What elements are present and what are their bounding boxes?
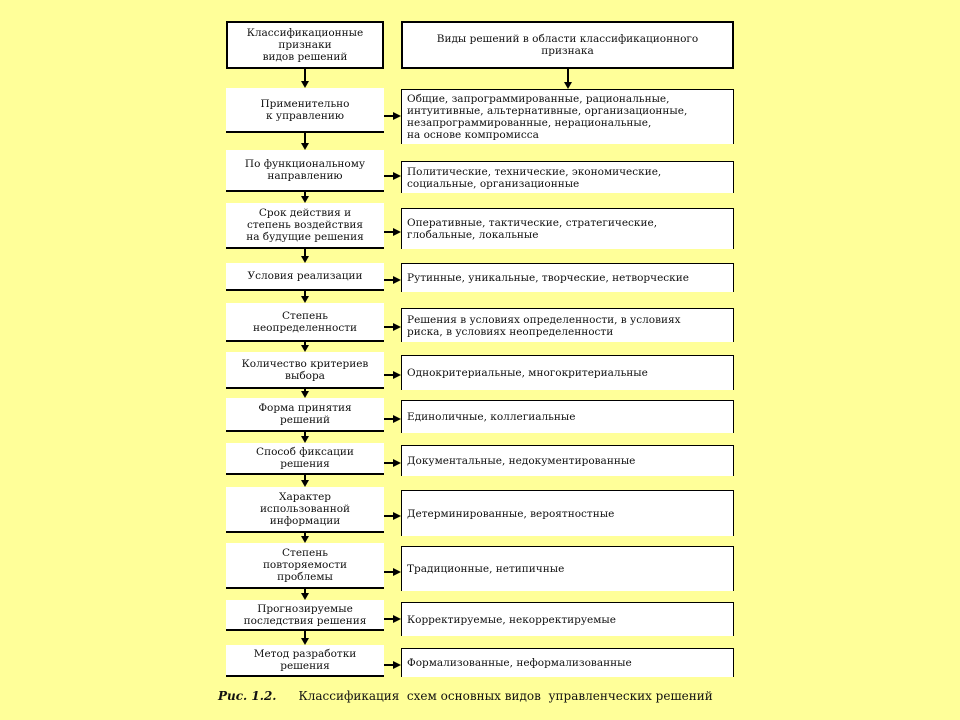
criterion-label: Способ фиксации решения	[256, 446, 354, 470]
types-label: Традиционные, нетипичные	[407, 563, 565, 575]
criterion-box-5	[226, 303, 384, 342]
types-label: Оперативные, тактические, стратегические, глобальные, локальные	[407, 217, 658, 241]
down-arrow-10-head	[301, 593, 309, 600]
criterion-label: Характер использованной информации	[259, 491, 351, 527]
header-criteria-label: Классификационные признаки видов решений	[246, 27, 364, 63]
criterion-box-4	[226, 263, 384, 291]
right-arrow-12-head	[393, 661, 401, 669]
types-label: Рутинные, уникальные, творческие, нетворческие	[407, 272, 689, 284]
criterion-box-10	[226, 543, 384, 589]
right-arrow-7-head	[393, 415, 401, 423]
types-label: Политические, технические, экономические, социальные, организационные	[407, 165, 662, 190]
down-arrow-11-head	[301, 638, 309, 645]
criterion-box-6	[226, 352, 384, 389]
down-arrow-right-header-head	[564, 82, 572, 89]
types-box-7	[401, 400, 734, 433]
criterion-label: По функциональному направлению	[244, 158, 366, 182]
down-arrow-7-head	[301, 436, 309, 443]
types-box-1	[401, 89, 734, 144]
right-arrow-1-head	[393, 112, 401, 120]
types-label: Документальные, недокументированные	[407, 455, 636, 467]
types-label: Корректируемые, некорректируемые	[407, 613, 616, 626]
figure-caption	[218, 689, 738, 703]
right-arrow-10-head	[393, 568, 401, 576]
types-box-2	[401, 161, 734, 193]
criterion-box-8	[226, 443, 384, 475]
criterion-box-3	[226, 203, 384, 249]
types-label: Формализованные, неформализованные	[407, 657, 632, 669]
down-arrow-3-head	[301, 256, 309, 263]
right-arrow-2-head	[393, 172, 401, 180]
down-arrow-1-head	[301, 143, 309, 150]
criterion-label: Прогнозируемые последствия решения	[243, 602, 367, 627]
types-box-10	[401, 546, 734, 591]
header-types-label: Виды решений в области классификационного признака	[436, 33, 699, 57]
header-types-box	[401, 21, 734, 69]
criterion-label: Срок действия и степень воздействия на будущие решения	[246, 207, 364, 243]
criterion-box-2	[226, 150, 384, 192]
down-arrow-0-head	[301, 81, 309, 88]
criterion-box-11	[226, 600, 384, 631]
down-arrow-2-head	[301, 196, 309, 203]
right-arrow-9-head	[393, 512, 401, 520]
criterion-box-12	[226, 645, 384, 677]
header-criteria-box	[226, 21, 384, 69]
right-arrow-8-head	[393, 459, 401, 467]
types-box-11	[401, 602, 734, 636]
criterion-label: Количество критериев выбора	[241, 357, 369, 382]
down-arrow-5-head	[301, 345, 309, 352]
criterion-box-7	[226, 398, 384, 432]
caption-text: Классификация схем основных видов управленческих решений	[298, 689, 713, 703]
types-label: Решения в условиях определенности, в условиях риска, в условиях неопределенности	[407, 313, 681, 338]
criterion-box-1	[226, 88, 384, 133]
criterion-label: Метод разработки решения	[253, 648, 357, 672]
right-arrow-5-head	[393, 323, 401, 331]
types-box-3	[401, 208, 734, 249]
types-box-8	[401, 445, 734, 476]
right-arrow-3-head	[393, 228, 401, 236]
criterion-label: Форма принятия решений	[258, 402, 352, 426]
right-arrow-6-head	[393, 371, 401, 379]
down-arrow-8-head	[301, 480, 309, 487]
criterion-label: Применительно к управлению	[260, 97, 350, 122]
right-arrow-4-head	[393, 276, 401, 284]
types-box-5	[401, 308, 734, 342]
right-arrow-11-head	[393, 615, 401, 623]
types-box-9	[401, 490, 734, 536]
types-box-12	[401, 648, 734, 677]
types-box-4	[401, 263, 734, 292]
types-label: Общие, запрограммированные, рациональные, интуитивные, альтернативные, организационные, незапрограммированные, нерациональные, на основе компромисса	[407, 93, 688, 141]
caption-label: Рис. 1.2.	[218, 689, 277, 703]
down-arrow-6-head	[301, 391, 309, 398]
criterion-box-9	[226, 487, 384, 533]
types-label: Однокритериальные, многокритериальные	[407, 367, 648, 379]
criterion-label: Условия реализации	[247, 270, 363, 282]
criterion-label: Степень повторяемости проблемы	[262, 547, 348, 583]
down-arrow-4-head	[301, 296, 309, 303]
down-arrow-9-head	[301, 536, 309, 543]
types-label: Единоличные, коллегиальные	[407, 411, 576, 423]
criterion-label: Степень неопределенности	[252, 309, 358, 334]
types-label: Детерминированные, вероятностные	[407, 507, 615, 520]
types-box-6	[401, 355, 734, 390]
